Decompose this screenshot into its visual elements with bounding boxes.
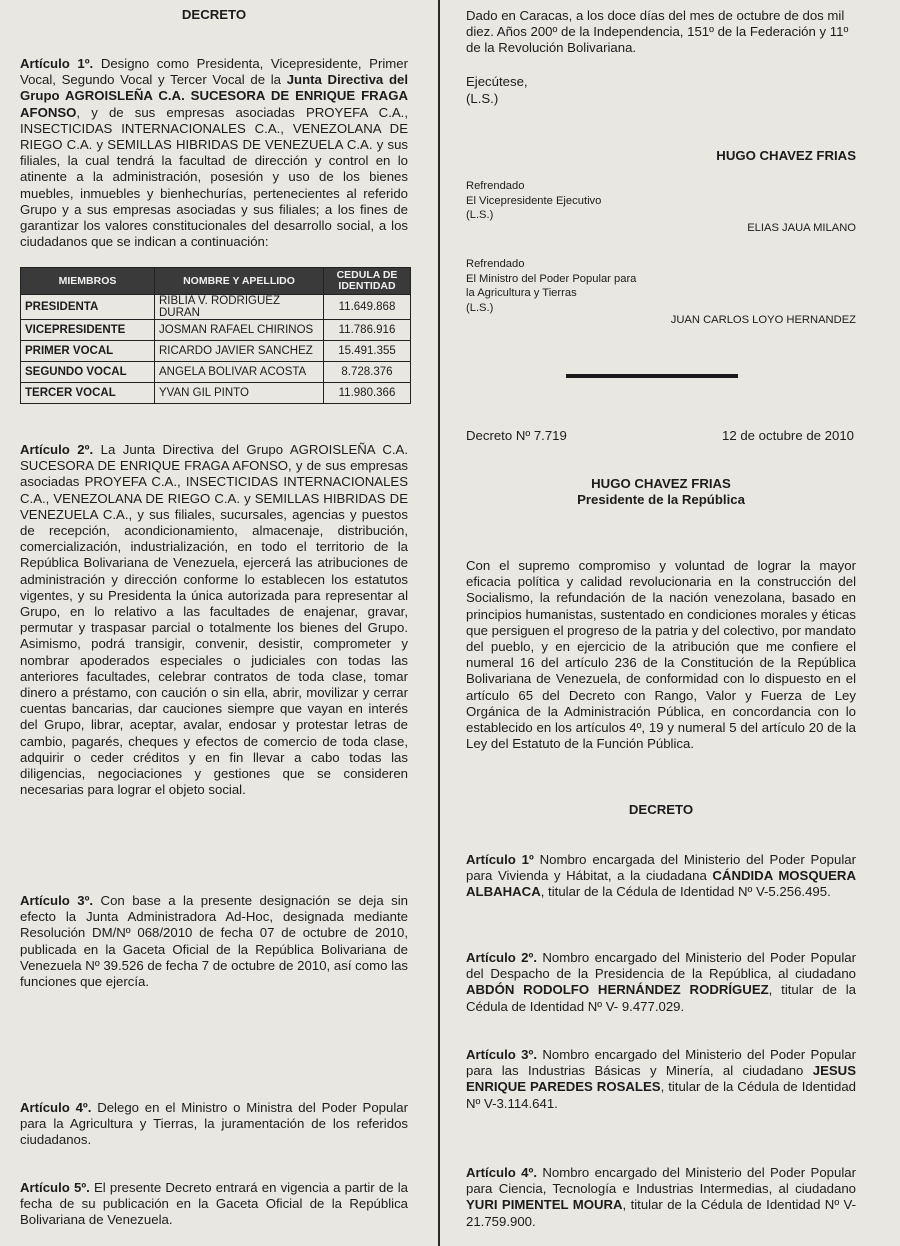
header-name: NOMBRE Y APELLIDO — [155, 268, 324, 295]
article-3: Artículo 3º. Con base a la presente designación se deja sin efecto la Junta Administradora Ad-Hoc, designada mediante Resolución DM/Nº 068/2010 de fecha 07 de octubre de 2010, publicada en la Gaceta Oficial de la República Bolivariana de Venezuela Nº 39.526 de fecha 7 de octubre de 2010, así como las funciones que ejercía. — [20, 893, 408, 990]
minister-name: JUAN CARLOS LOYO HERNANDEZ — [670, 314, 856, 326]
article-label: Artículo 3º. — [466, 1047, 537, 1062]
member-role: VICEPRESIDENTE — [21, 320, 155, 341]
vicepresident-name: ELIAS JAUA MILANO — [747, 222, 856, 234]
decree-number-line — [466, 428, 856, 444]
member-id: 15.491.355 — [324, 341, 411, 362]
member-role: TERCER VOCAL — [21, 383, 155, 404]
president-title: Presidente de la República — [577, 492, 745, 507]
table-row — [21, 383, 411, 404]
decree-number: Decreto Nº 7.719 — [466, 428, 567, 443]
column-divider — [438, 0, 440, 1246]
article-5: Artículo 5º. El presente Decreto entrará en vigencia a partir de la fecha de su publicación en la Gaceta Oficial de la República Bolivariana de Venezuela. — [20, 1180, 408, 1228]
member-role: PRESIDENTA — [21, 295, 155, 320]
article-label: Artículo 4º. — [20, 1100, 92, 1115]
table-row — [21, 295, 411, 320]
members-table — [20, 267, 411, 404]
table-row — [21, 362, 411, 383]
member-name: YVAN GIL PINTO — [155, 383, 324, 404]
article-label: Artículo 5º. — [20, 1180, 90, 1195]
member-name: RICARDO JAVIER SANCHEZ — [155, 341, 324, 362]
article-label: Artículo 2º. — [466, 950, 537, 965]
decree-date: 12 de octubre de 2010 — [722, 428, 854, 443]
decree-title-2: DECRETO — [628, 802, 694, 817]
member-id: 11.786.916 — [324, 320, 411, 341]
president-name: HUGO CHAVEZ FRIAS — [591, 476, 731, 491]
article-label: Artículo 1º — [466, 852, 534, 867]
table-header-row — [21, 268, 411, 295]
signer-name: HUGO CHAVEZ FRIAS — [716, 148, 856, 163]
header-id: CEDULA DE IDENTIDAD — [324, 268, 411, 295]
member-name: RIBLIA V. RODRIGUEZ DURAN — [155, 295, 324, 320]
table-row — [21, 341, 411, 362]
refrendado-2: Refrendado El Ministro del Poder Popular para la Agricultura y Tierras (L.S.) — [466, 258, 637, 314]
article-label: Artículo 1º. — [20, 56, 94, 71]
table-row — [21, 320, 411, 341]
article-2: Artículo 2º. La Junta Directiva del Grupo AGROISLEÑA C.A. SUCESORA DE ENRIQUE FRAGA AFONSO, y de sus empresas asociadas PROYEFA C.A., INSECTICIDAS INTERNACIONALES C.A., VENEZOLANA DE RIEGO C.A. y SEMILLAS HIBRIDAS DE VENEZUELA C.A., y sus filiales, sucursales, agencias y puestos de recepción, acondicionamiento, almacenaje, distribución, comercialización, industrialización, en todo el territorio de la República Bolivariana de Venezuela, ejercerá las atribuciones de administración y dirección conforme lo establecen los estatutos vigentes, y su Presidenta la única autorizada para representar al Grupo, en lo relativo a las facultades de enajenar, gravar, permutar y traspasar parcial o totalmente los bienes del Grupo. Asimismo, podrá transigir, convenir, desistir, comprometer y nombrar apoderados especiales o judiciales con todas las anteriores facultades, celebrar contratos de toda clase, tomar dinero a préstamo, con caución o sin ella, abrir, movilizar y cerrar cuentas bancarias, dar cauciones siempre que vayan en interés del Grupo, librar, aceptar, avalar, endosar y protestar letras de cambio, pagarés, cheques y efectos de comercio de toda clase, adquirir o ceder créditos y en fin llevar a cabo todas las diligencias, negociaciones y gestiones que se consideren necesarias para lograr el objeto social. — [20, 442, 408, 798]
member-id: 11.980.366 — [324, 383, 411, 404]
right-article-2: Artículo 2º. Nombro encargado del Ministerio del Poder Popular del Despacho de la Presidencia de la República, al ciudadano ABDÓN RODOLFO HERNÁNDEZ RODRÍGUEZ, titular de la Cédula de Identidad Nº V- 9.477.029. — [466, 950, 856, 1014]
refrendado-1: Refrendado El Vicepresidente Ejecutivo (L.S.) — [466, 180, 602, 222]
right-article-3: Artículo 3º. Nombro encargado del Ministerio del Poder Popular para las Industrias Básicas y Minería, al ciudadano JESUS ENRIQUE PAREDES ROSALES, titular de la Cédula de Identidad Nº V-3.114.641. — [466, 1047, 856, 1111]
article-label: Artículo 4º. — [466, 1165, 537, 1180]
member-name: JOSMAN RAFAEL CHIRINOS — [155, 320, 324, 341]
article-1: Artículo 1º. Designo como Presidenta, Vicepresidente, Primer Vocal, Segundo Vocal y Tercer Vocal de la Junta Directiva del Grupo AGROISLEÑA C.A. SUCESORA DE ENRIQUE FRAGA AFONSO, y de sus empresas asociadas PROYEFA C.A., INSECTICIDAS INTERNACIONALES C.A., VENEZOLANA DE RIEGO C.A. y SEMILLAS HIBRIDAS DE VENEZUELA C.A. y sus filiales, la cual tendrá la facultad de dirección y control en lo atinente a la administración, posesión y uso de los bienes muebles, inmuebles y bienhechurías, pertenecientes al referido Grupo y a sus empresas asociadas y sus filiales; a los fines de garantizar los valores constitucionales del desarrollo social, a los ciudadanos que se indican a continuación: — [20, 56, 409, 250]
article-label: Artículo 3º. — [20, 893, 94, 908]
preamble: Con el supremo compromiso y voluntad de lograr la mayor eficacia política y calidad revolucionaria en la construcción del Socialismo, la refundación de la nación venezolana, basado en principios humanistas, sustentado en condiciones morales y éticas que persiguen el progreso de la patria y del colectivo, por mandato del pueblo, y en ejercicio de la atribución que me confiere el numeral 16 del artículo 236 de la Constitución de la República Bolivariana de Venezuela, de conformidad con lo dispuesto en el artículo 65 del Decreto con Rango, Valor y Fuerza de Ley Orgánica de la Administración Pública, en concordancia con lo establecido en los artículos 4º, 19 y numeral 5 del artículo 20 de la Ley del Estatuto de la Función Pública. — [466, 558, 857, 752]
header-members: MIEMBROS — [21, 268, 155, 295]
member-name: ANGELA BOLIVAR ACOSTA — [155, 362, 324, 383]
decree-title: DECRETO — [181, 7, 247, 22]
member-id: 8.728.376 — [324, 362, 411, 383]
ejecutese: Ejecútese, — [466, 74, 528, 89]
right-article-4: Artículo 4º. Nombro encargado del Ministerio del Poder Popular para Ciencia, Tecnología e Industrias Intermedias, al ciudadano YURI PIMENTEL MOURA, titular de la Cédula de Identidad Nº V- 21.759.900. — [466, 1165, 856, 1229]
right-article-1: Artículo 1º Nombro encargada del Ministerio del Poder Popular para Vivienda y Hábitat, a la ciudadana CÁNDIDA MOSQUERA ALBAHACA, titular de la Cédula de Identidad Nº V-5.256.495. — [466, 852, 856, 900]
member-role: SEGUNDO VOCAL — [21, 362, 155, 383]
member-id: 11.649.868 — [324, 295, 411, 320]
ls-seal-1: (L.S.) — [466, 91, 499, 106]
dado-en-caracas: Dado en Caracas, a los doce días del mes de octubre de dos mil diez. Años 200º de la Independencia, 151º de la Federación y 11º de la Revolución Bolivariana. — [466, 8, 849, 56]
separator-rule — [566, 374, 738, 378]
member-role: PRIMER VOCAL — [21, 341, 155, 362]
article-label: Artículo 2º. — [20, 442, 94, 457]
article-4: Artículo 4º. Delego en el Ministro o Ministra del Poder Popular para la Agricultura y Tierras, la juramentación de los referidos ciudadanos. — [20, 1100, 408, 1148]
